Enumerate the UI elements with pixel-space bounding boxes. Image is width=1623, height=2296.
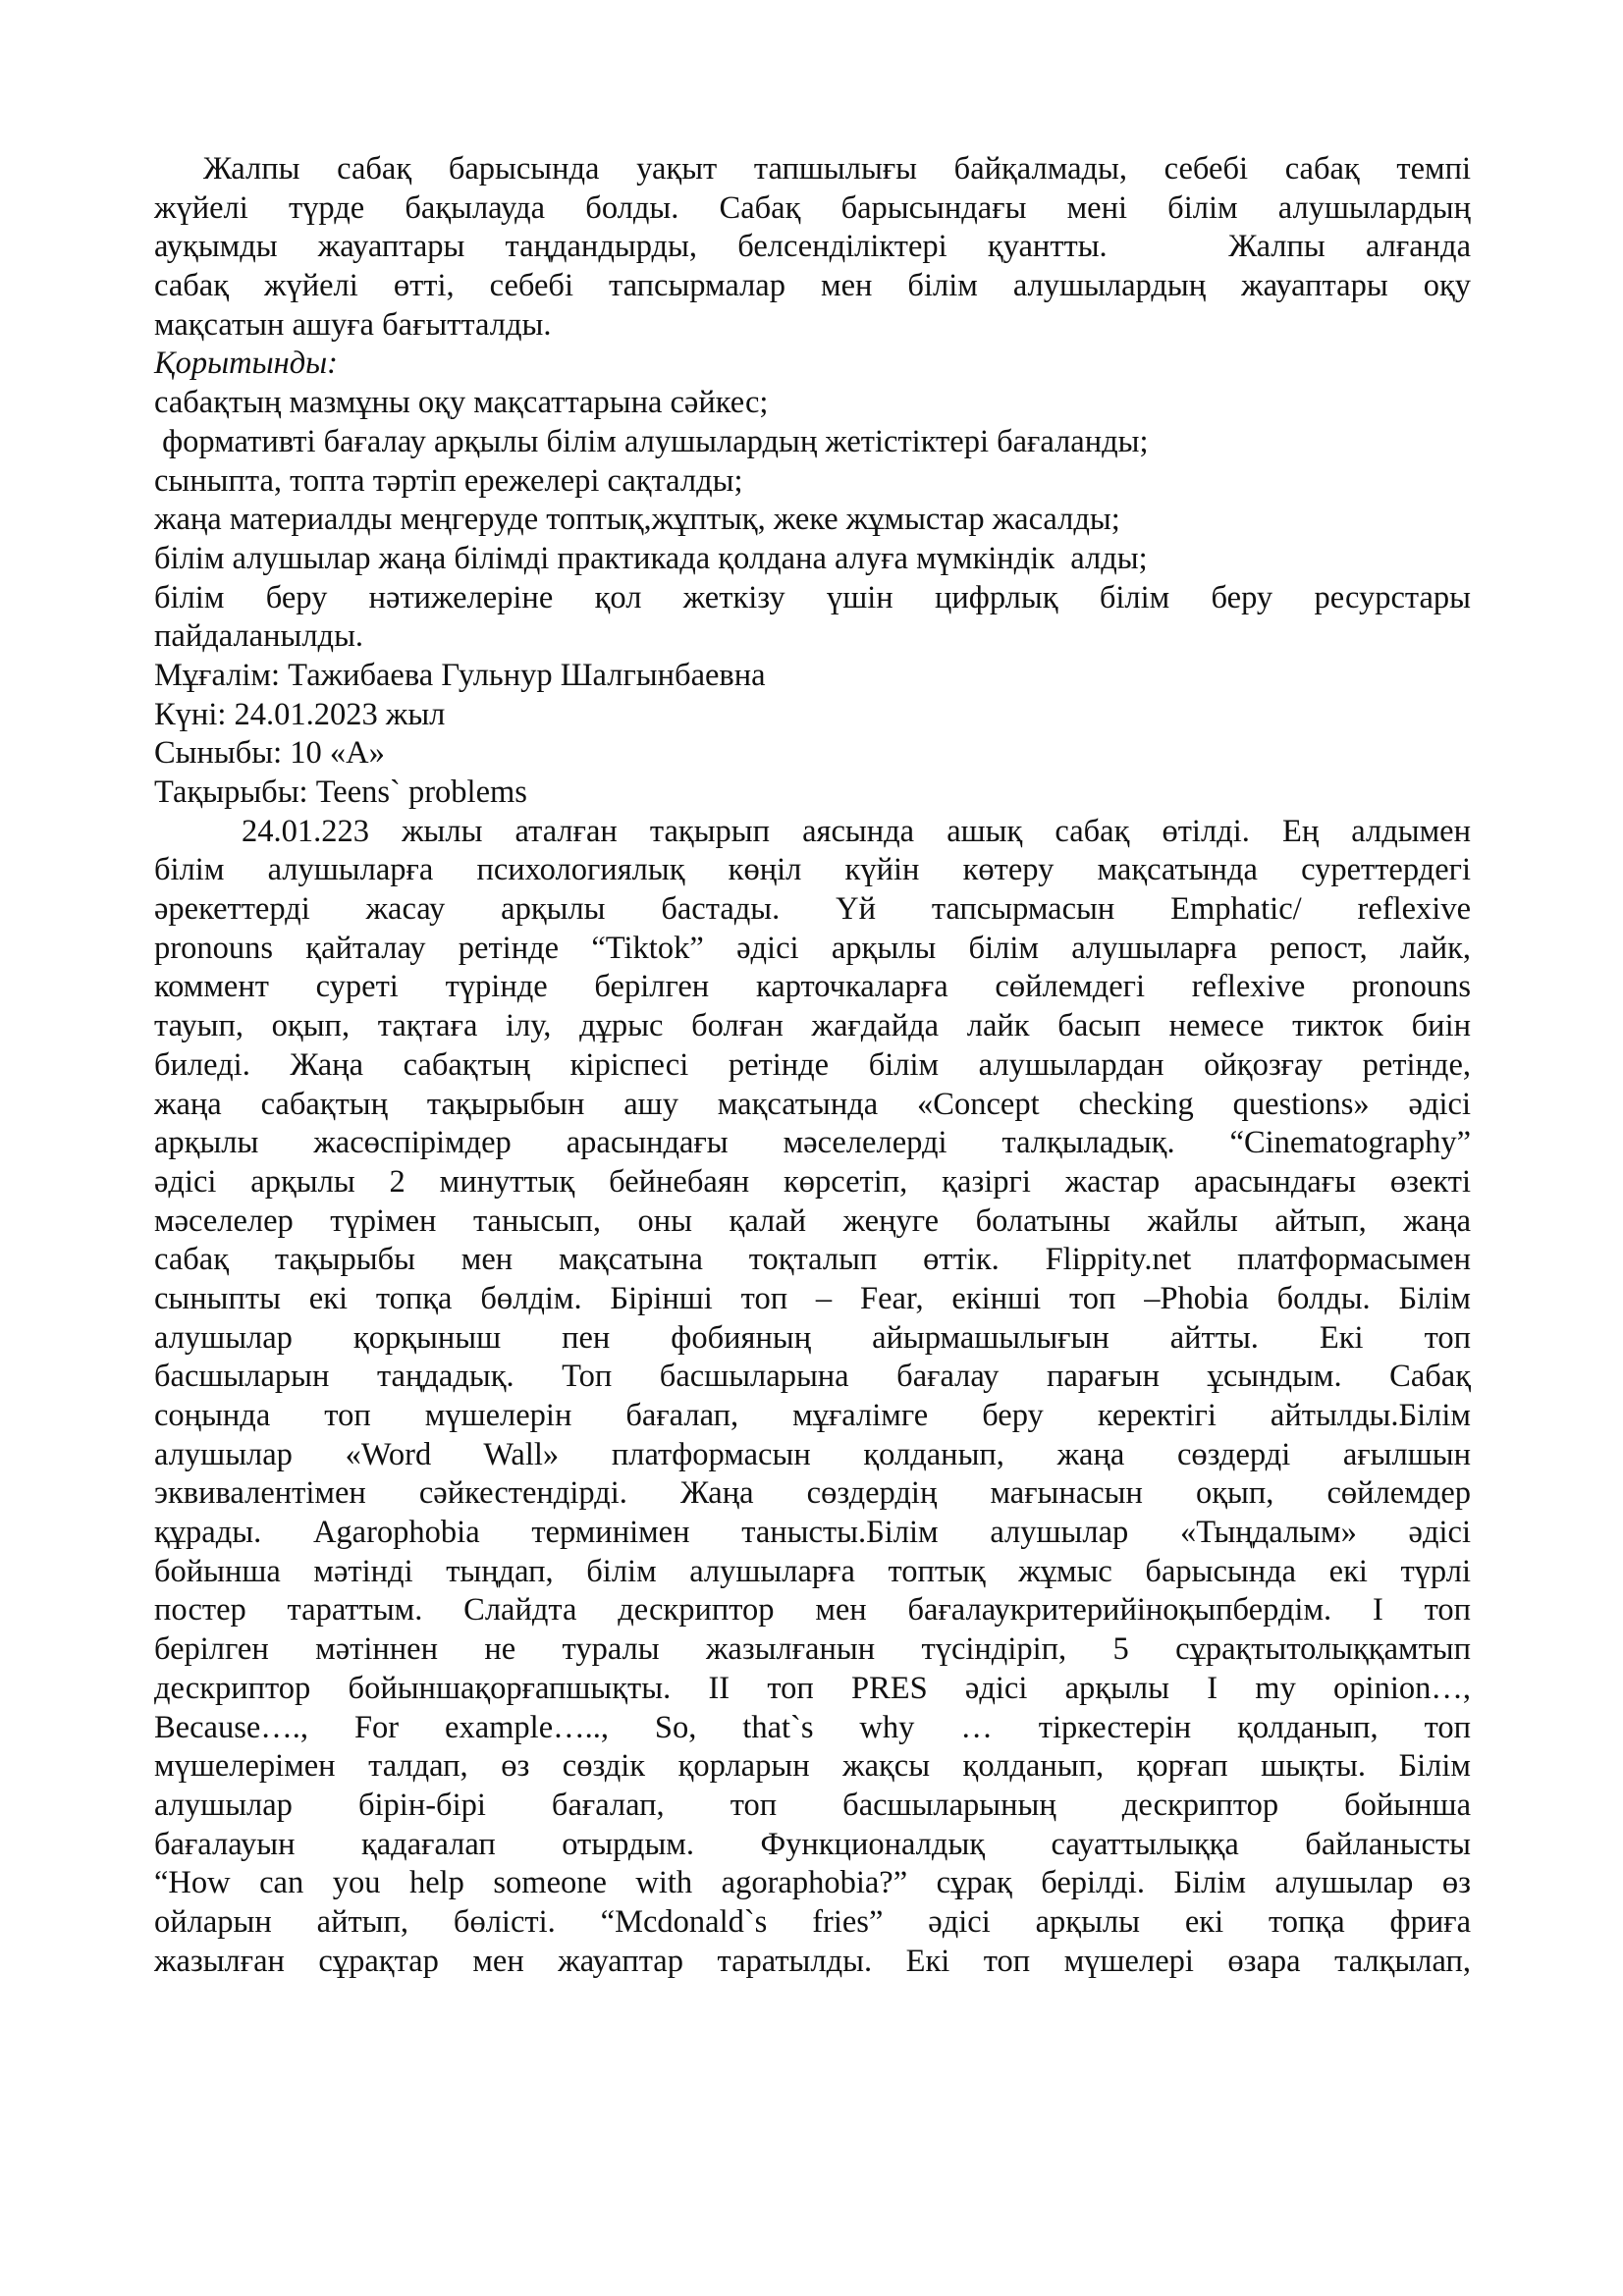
text-line: тауып, оқып, тақтаға ілу, дұрыс болған жағдайда лайк басып немесе тикток биін — [154, 1008, 1471, 1044]
text-line: мәселелер түрімен танысып, оны қалай жеңуге болатыны жайлы айтып, жаңа — [154, 1202, 1471, 1239]
text-line: мақсатын ашуға бағытталды. — [154, 306, 552, 343]
text-line: білім алушыларға психологиялық көңіл күйін көтеру мақсатында суреттердегі — [154, 852, 1471, 888]
text-line: “How can you help someone with agoraphobia?” сұрақ берілді. Білім алушылар өз — [154, 1865, 1471, 1901]
text-line: ойларын айтып, бөлісті. “Mcdonald`s fries” әдісі арқылы екі топқа фриға — [154, 1903, 1471, 1940]
text-line: мүшелерімен талдап, өз сөздік қорларын жақсы қолданып, қорғап шықты. Білім — [154, 1748, 1471, 1785]
conclusion-list — [154, 384, 1471, 657]
lesson-info — [154, 657, 1471, 813]
text-line: сыныпты екі топқа бөлдім. Бірінші топ – Fear, екінші топ –Phobia болды. Білім — [154, 1280, 1471, 1316]
text-line: 24.01.223 жылы аталған тақырып аясында ашық сабақ өтілді. Ең алдымен — [242, 813, 1471, 849]
text-line: алушылар қорқыныш пен фобияның айырмашылығын айтты. Екі топ — [154, 1319, 1471, 1356]
conclusion-item: білім беру нәтижелеріне қол жеткізу үшін цифрлық білім беру ресурстары — [154, 579, 1471, 615]
text-line: ауқымды жауаптары таңдандырды, белсенділіктері қуантты. Жалпы алғанда — [154, 229, 1471, 265]
text-line: дескриптор бойыншақорғапшықты. ІІ топ PRES әдісі арқылы I my opinion…, — [154, 1670, 1471, 1706]
lesson-date: Күні: 24.01.2023 жыл — [154, 696, 446, 732]
text-line: әдісі арқылы 2 минуттық бейнебаян көрсетіп, қазіргі жастар арасындағы өзекті — [154, 1163, 1471, 1200]
text-line: жүйелі түрде бақылауда болды. Сабақ барысындағы мені білім алушылардың — [154, 189, 1471, 226]
text-line: pronouns қайталау ретінде “Tiktok” әдісі арқылы білім алушыларға репост, лайк, — [154, 930, 1471, 966]
paragraph-lesson-description — [154, 813, 1471, 1982]
text-line: алушылар бірін-бірі бағалап, топ басшыларының дескриптор бойынша — [154, 1787, 1471, 1823]
text-line: коммент суреті түрінде берілген карточкаларға сөйлемдегі reflexive pronouns — [154, 969, 1471, 1005]
text-line: биледі. Жаңа сабақтың кіріспесі ретінде білім алушылардан ойқозғау ретінде, — [154, 1046, 1471, 1083]
text-line: сабақ жүйелі өтті, себебі тапсырмалар мен білім алушылардың жауаптары оқу — [154, 268, 1471, 304]
text-line: жазылған сұрақтар мен жауаптар таратылды. Екі топ мүшелері өзара талқылап, — [154, 1943, 1471, 1979]
document-page — [154, 150, 1471, 1981]
text-line: берілген мәтіннен не туралы жазылғанын түсіндіріп, 5 сұрақтытолыққамтып — [154, 1631, 1471, 1668]
text-line: эквивалентімен сәйкестендірді. Жаңа сөздердің мағынасын оқып, сөйлемдер — [154, 1475, 1471, 1512]
conclusion-item: формативті бағалау арқылы білім алушылардың жетістіктері бағаланды; — [154, 423, 1149, 459]
text-line: Because…., For example….., So, that`s why … тіркестерін қолданып, топ — [154, 1709, 1471, 1745]
conclusion-heading: Қорытынды: — [154, 346, 338, 382]
text-line: басшыларын таңдадық. Топ басшыларына бағалау парағын ұсындым. Сабақ — [154, 1359, 1471, 1395]
class-name: Сыныбы: 10 «А» — [154, 735, 385, 772]
text-line: алушылар «Word Wall» платформасын қолданып, жаңа сөздерді ағылшын — [154, 1436, 1471, 1472]
text-line: әрекеттерді жасау арқылы бастады. Үй тапсырмасын Emphatic/ reflexive — [154, 891, 1471, 928]
text-line: бойынша мәтінді тыңдап, білім алушыларға топтық жұмыс барысында екі түрлі — [154, 1553, 1471, 1589]
paragraph-lesson-reflection — [154, 150, 1471, 345]
text-line: арқылы жасөспірімдер арасындағы мәселелерді талқыладық. “Cinematography” — [154, 1125, 1471, 1161]
conclusion-item: жаңа материалды меңгеруде топтық,жұптық, жеке жұмыстар жасалды; — [154, 502, 1120, 538]
conclusion-item: білім алушылар жаңа білімді практикада қолдана алуға мүмкіндік алды; — [154, 540, 1148, 576]
text-line: постер тараттым. Слайдта дескриптор мен бағалаукритерийіноқыпбердім. І топ — [154, 1592, 1471, 1629]
conclusion-item-continuation: пайдаланылды. — [154, 618, 364, 655]
lesson-topic: Тақырыбы: Teens` problems — [154, 774, 527, 810]
conclusion-item: сабақтың мазмұны оқу мақсаттарына сәйкес; — [154, 385, 769, 421]
text-line: соңында топ мүшелерін бағалап, мұғалімге беру керектігі айтылды.Білім — [154, 1398, 1471, 1433]
text-line: сабақ тақырыбы мен мақсатына тоқталып өттік. Flippity.net платформасымен — [154, 1242, 1471, 1278]
text-line: бағалауын қадағалап отырдым. Функционалдық сауаттылыққа байланысты — [154, 1826, 1471, 1862]
teacher-name: Мұғалім: Тажибаева Гульнур Шалгынбаевна — [154, 657, 766, 693]
text-line: құрады. Agarophobia терминімен танысты.Білім алушылар «Тыңдалым» әдісі — [154, 1515, 1471, 1551]
text-line: Жалпы сабақ барысында уақыт тапшылығы байқалмады, себебі сабақ темпі — [203, 151, 1471, 187]
text-line: жаңа сабақтың тақырыбын ашу мақсатында «Concept checking questions» әдісі — [154, 1086, 1471, 1122]
conclusion-item: сыныпта, топта тәртіп ережелері сақталды; — [154, 462, 743, 499]
